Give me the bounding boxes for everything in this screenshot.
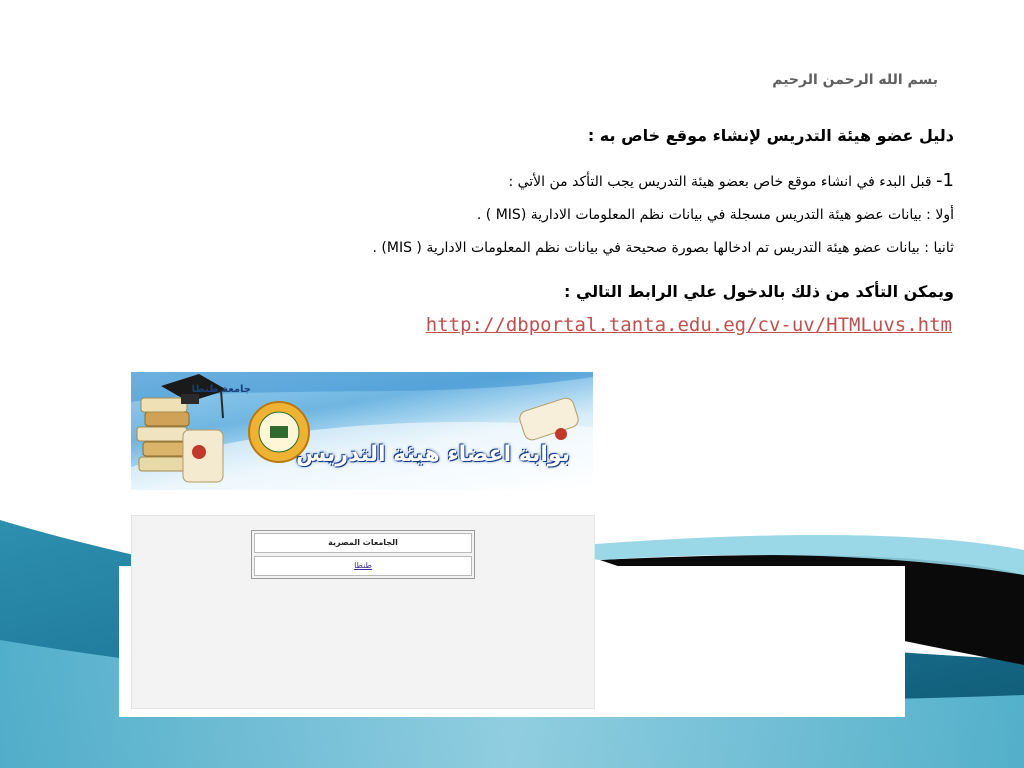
portal-screenshot	[131, 515, 595, 709]
universities-table-row	[254, 556, 472, 576]
first-point: أولا : بيانات عضو هيئة التدريس مسجلة في بيانات نظم المعلومات الادارية (MIS ) .	[476, 207, 954, 223]
basmala: بسم الله الرحمن الرحيم	[772, 72, 938, 88]
universities-table	[251, 530, 475, 579]
logo-arabic-text: جامعة طنطا	[191, 384, 251, 395]
books-icon	[137, 398, 189, 471]
faculty-portal-banner	[131, 372, 593, 490]
banner-artwork	[131, 372, 593, 490]
guide-heading: دليل عضو هيئة التدريس لإنشاء موقع خاص به :	[587, 126, 954, 145]
second-point: ثانيا : بيانات عضو هيئة التدريس تم ادخالها بصورة صحيحة في بيانات نظم المعلومات الادارية ( MIS) .	[372, 240, 954, 256]
portal-link[interactable]: http://dbportal.tanta.edu.eg/cv-uv/HTMLuvs.htm	[425, 314, 952, 336]
step-one-text: قبل البدء في انشاء موقع خاص بعضو هيئة التدريس يجب التأكد من الأتي :	[508, 174, 932, 190]
verify-instruction: ويمكن التأكد من ذلك بالدخول علي الرابط التالي :	[564, 282, 954, 301]
step-number: 1-	[936, 170, 954, 191]
banner-title: بوابة اعضاء هيئة التدريس	[295, 442, 570, 467]
universities-table-header: الجامعات المصرية	[254, 533, 472, 553]
step-one	[508, 170, 954, 191]
tanta-university-link[interactable]: طنطا	[354, 561, 372, 570]
